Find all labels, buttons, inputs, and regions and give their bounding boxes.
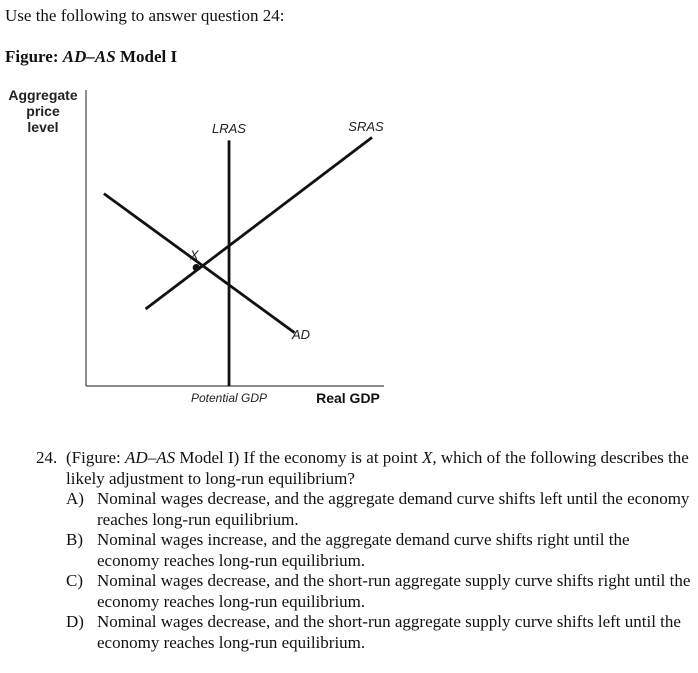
option-letter: A) bbox=[66, 489, 84, 508]
y-axis-label-line-1: Aggregate bbox=[8, 87, 78, 103]
point-x-marker bbox=[193, 264, 200, 271]
figure-label: Figure: bbox=[5, 47, 59, 66]
y-axis-label-line-3: level bbox=[27, 119, 59, 135]
question-24 bbox=[36, 448, 691, 653]
intro-text: Use the following to answer question 24: bbox=[5, 6, 285, 25]
lras-label: LRAS bbox=[212, 121, 246, 136]
option-a[interactable] bbox=[66, 489, 691, 530]
stem-italic-2: X bbox=[422, 448, 433, 467]
stem-post: , which of the following describes the likely adjustment to long-run equilibrium? bbox=[66, 448, 689, 488]
question-stem bbox=[66, 448, 691, 489]
question-stem-row bbox=[36, 448, 691, 489]
figure-title-rest: Model I bbox=[119, 47, 178, 66]
option-text: Nominal wages decrease, and the short-run aggregate supply curve shifts left until the economy reaches long-run equilibrium. bbox=[97, 612, 681, 652]
option-letter: D) bbox=[66, 612, 84, 631]
option-letter: C) bbox=[66, 571, 83, 590]
stem-pre: (Figure: bbox=[66, 448, 126, 467]
option-c[interactable] bbox=[66, 571, 691, 612]
stem-mid: Model I) If the economy is at point bbox=[175, 448, 422, 467]
option-text: Nominal wages decrease, and the short-run aggregate supply curve shifts right until the economy reaches long-run equilibrium. bbox=[97, 571, 691, 611]
ad-line bbox=[104, 194, 295, 333]
potential-gdp-label: Potential GDP bbox=[190, 391, 268, 405]
ad-label: AD bbox=[291, 327, 311, 342]
sras-line bbox=[146, 137, 372, 309]
figure-title bbox=[5, 47, 177, 67]
figure-title-italic: AD–AS bbox=[62, 47, 116, 66]
x-axis-label: Real GDP bbox=[316, 390, 380, 406]
option-d[interactable] bbox=[66, 612, 691, 653]
option-letter: B) bbox=[66, 530, 83, 549]
point-x-label: X bbox=[189, 247, 199, 263]
option-text: Nominal wages decrease, and the aggregate demand curve shifts left until the economy reaches long-run equilibrium. bbox=[97, 489, 690, 529]
ad-as-chart bbox=[0, 80, 400, 415]
stem-italic-1: AD–AS bbox=[125, 448, 176, 467]
y-axis-label-line-2: price bbox=[26, 103, 60, 119]
sras-label: SRAS bbox=[348, 119, 384, 134]
answer-options bbox=[66, 489, 691, 653]
question-number: 24. bbox=[36, 448, 58, 467]
option-b[interactable] bbox=[66, 530, 691, 571]
option-text: Nominal wages increase, and the aggregate demand curve shifts right until the economy reaches long-run equilibrium. bbox=[97, 530, 630, 570]
